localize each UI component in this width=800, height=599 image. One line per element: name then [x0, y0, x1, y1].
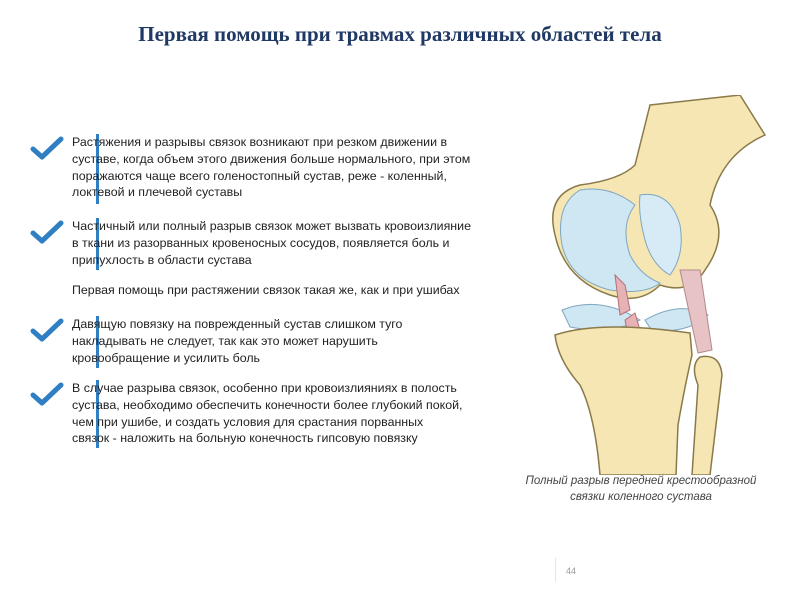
bullet-text: Первая помощь при растяжении связок такая же, как и при ушибах: [72, 283, 460, 297]
checkmark-icon: [30, 318, 64, 344]
checkmark-icon: [30, 136, 64, 162]
knee-joint-illustration: [540, 95, 790, 475]
bullet-text: Давящую повязку на поврежденный сустав слишком туго накладывать не следует, так как это может нарушить кровообращение и усилить боль: [72, 317, 403, 365]
bullet-item: [30, 134, 550, 204]
bullet-text: В случае разрыва связок, особенно при кровоизлияниях в полость сустава, необходимо обеспечить конечности более глубокий покой, чем при ушибе, и создать условия для срастания порванных связок - наложить на больную конечность гипсовую повязку: [72, 381, 463, 446]
bullet-text: Растяжения и разрывы связок возникают при резком движении в суставе, когда объем этого движения больше нормального, при этом поражаются чаще всего голеностопный сустав, реже - коленный, локтевой и плечевой суставы: [72, 135, 471, 200]
page-divider: [555, 558, 556, 582]
bullet-text: Частичный или полный разрыв связок может вызвать кровоизлияние в ткани из разорванных кровеносных сосудов, появляется боль и припухлость в области сустава: [72, 219, 471, 267]
page-number: 44: [566, 566, 577, 576]
fibula-shape: [692, 356, 722, 475]
bullet-item: [30, 380, 550, 448]
checkmark-icon: [30, 382, 64, 408]
checkmark-icon: [30, 220, 64, 246]
bullet-item: [30, 316, 550, 368]
tibia-shape: [555, 327, 692, 475]
bullet-item: [30, 218, 550, 270]
illustration-caption: Полный разрыв передней крестообразной связки коленного сустава: [525, 475, 757, 503]
bullet-item: [30, 282, 550, 302]
slide-title: Первая помощь при травмах различных областей тела: [138, 22, 662, 46]
